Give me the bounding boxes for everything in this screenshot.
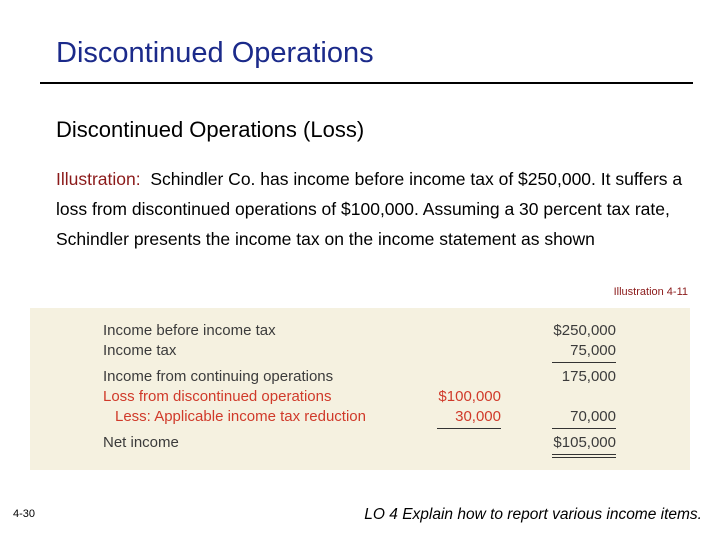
illustration-text: Schindler Co. has income before income tax of $250,000. It suffers a loss from discontinued operations of $100,000. Assuming a 30 percent tax rate, Schindler presents the income tax on the income statement as shown: [56, 169, 683, 249]
illustration-reference: Illustration 4-11: [613, 286, 688, 298]
learning-objective: LO 4 Explain how to report various income items.: [364, 506, 702, 523]
statement-row-col2: $105,000: [553, 434, 616, 451]
statement-row-col1: 30,000: [455, 408, 501, 425]
statement-row-col2: 175,000: [561, 368, 616, 385]
statement-row-label-text: Less: Applicable income tax reduction: [115, 408, 366, 425]
double-underline-top: [552, 454, 616, 455]
income-statement: [30, 308, 690, 470]
statement-row-label: [103, 408, 366, 425]
illustration-paragraph: [56, 164, 696, 254]
page-number: 4-30: [13, 508, 36, 520]
statement-row-label: Income from continuing operations: [103, 368, 334, 385]
subtotal-underline: [552, 362, 616, 363]
double-underline-bottom: [552, 457, 616, 458]
title-block: [56, 36, 374, 70]
col1-underline: [437, 428, 501, 429]
statement-row-label: Income tax: [103, 342, 177, 359]
slide-subtitle: Discontinued Operations (Loss): [56, 117, 365, 142]
col2-underline: [552, 428, 616, 429]
statement-row-col2: 70,000: [570, 408, 616, 425]
illustration-lead: Illustration:: [56, 169, 141, 189]
statement-row-label: Income before income tax: [103, 322, 276, 339]
statement-row-col2: $250,000: [553, 322, 616, 339]
statement-row-label: Loss from discontinued operations: [103, 388, 332, 405]
slide-title: Discontinued Operations: [56, 37, 374, 69]
statement-row-col1: $100,000: [438, 388, 501, 405]
statement-row-col2: 75,000: [570, 342, 616, 359]
title-divider: [40, 82, 693, 84]
statement-row-label: Net income: [103, 434, 179, 451]
